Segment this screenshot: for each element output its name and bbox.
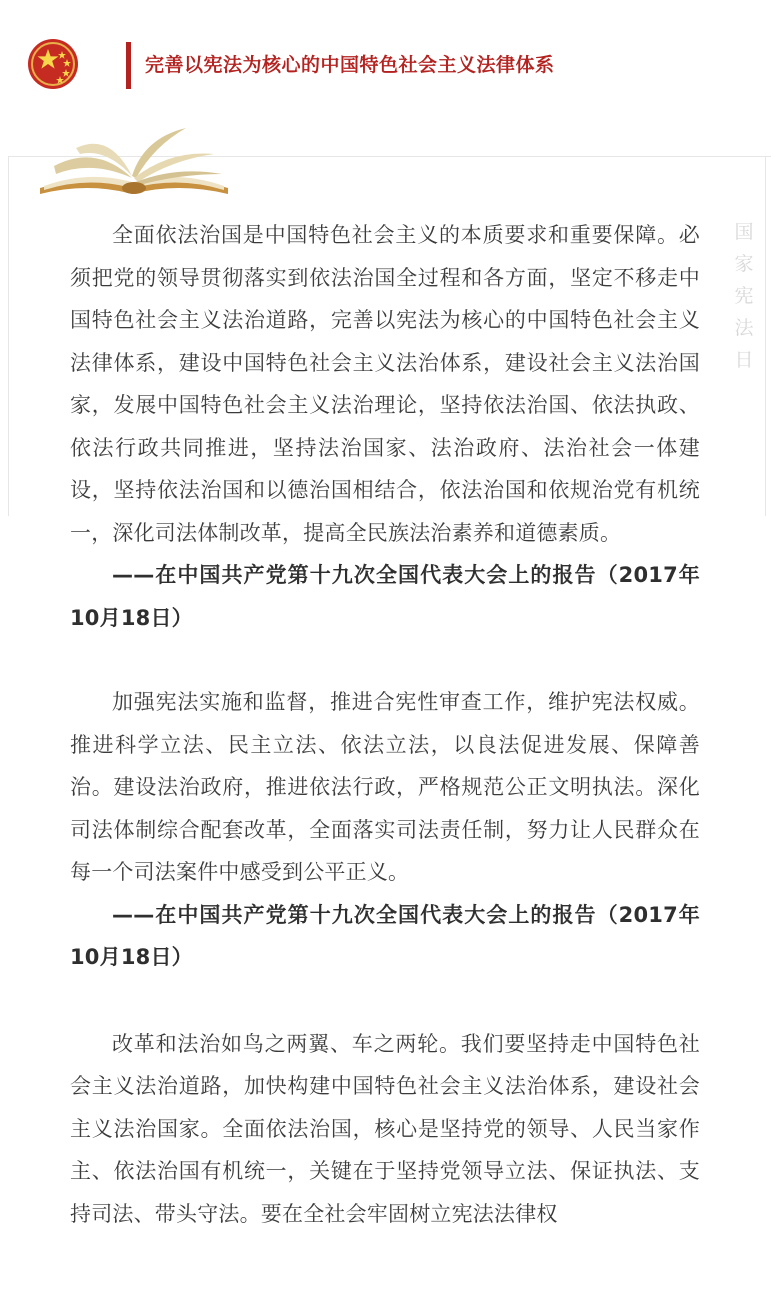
article-body — [70, 214, 700, 1235]
star-emblem-icon — [27, 38, 79, 90]
article-header — [0, 0, 771, 130]
section-spacer — [70, 979, 700, 1023]
frame-right-border — [765, 156, 766, 516]
side-label: 国家宪法日 — [734, 221, 754, 371]
paragraph-3: 改革和法治如鸟之两翼、车之两轮。我们要坚持走中国特色社会主义法治道路，加快构建中国特色社会主义法治体系，建设社会主义法治国家。全面依法治国，核心是坚持党的领导、人民当家作主、依法治国有机统一，关键在于坚持党领导立法、保证执法、支持司法、带头守法。要在全社会牢固树立宪法法律权 — [70, 1031, 700, 1226]
open-book-icon — [36, 124, 232, 198]
header-title: 完善以宪法为核心的中国特色社会主义法律体系 — [145, 54, 555, 76]
paragraph-1: 全面依法治国是中国特色社会主义的本质要求和重要保障。必须把党的领导贯彻落实到依法治国全过程和各方面，坚定不移走中国特色社会主义法治道路，完善以宪法为核心的中国特色社会主义法律体系，建设中国特色社会主义法治体系，建设社会主义法治国家，发展中国特色社会主义法治理论，坚持依法治国、依法执政、依法行政共同推进，坚持法治国家、法治政府、法治社会一体建设，坚持依法治国和以德治国相结合，依法治国和依规治党有机统一，深化司法体制改革，提高全民族法治素养和道德素质。 — [70, 223, 700, 545]
source-citation-2: ——在中国共产党第十九次全国代表大会上的报告（2017年10月18日） — [70, 902, 700, 969]
source-citation-1: ——在中国共产党第十九次全国代表大会上的报告（2017年10月18日） — [70, 563, 700, 630]
section-spacer — [70, 639, 700, 681]
paragraph-2: 加强宪法实施和监督，推进合宪性审查工作，维护宪法权威。推进科学立法、民主立法、依法立法，以良法促进发展、保障善治。建设法治政府，推进依法行政，严格规范公正文明执法。深化司法体制综合配套改革，全面落实司法责任制，努力让人民群众在每一个司法案件中感受到公平正义。 — [70, 690, 700, 884]
frame-left-border — [8, 156, 9, 516]
title-accent-bar — [126, 42, 131, 89]
